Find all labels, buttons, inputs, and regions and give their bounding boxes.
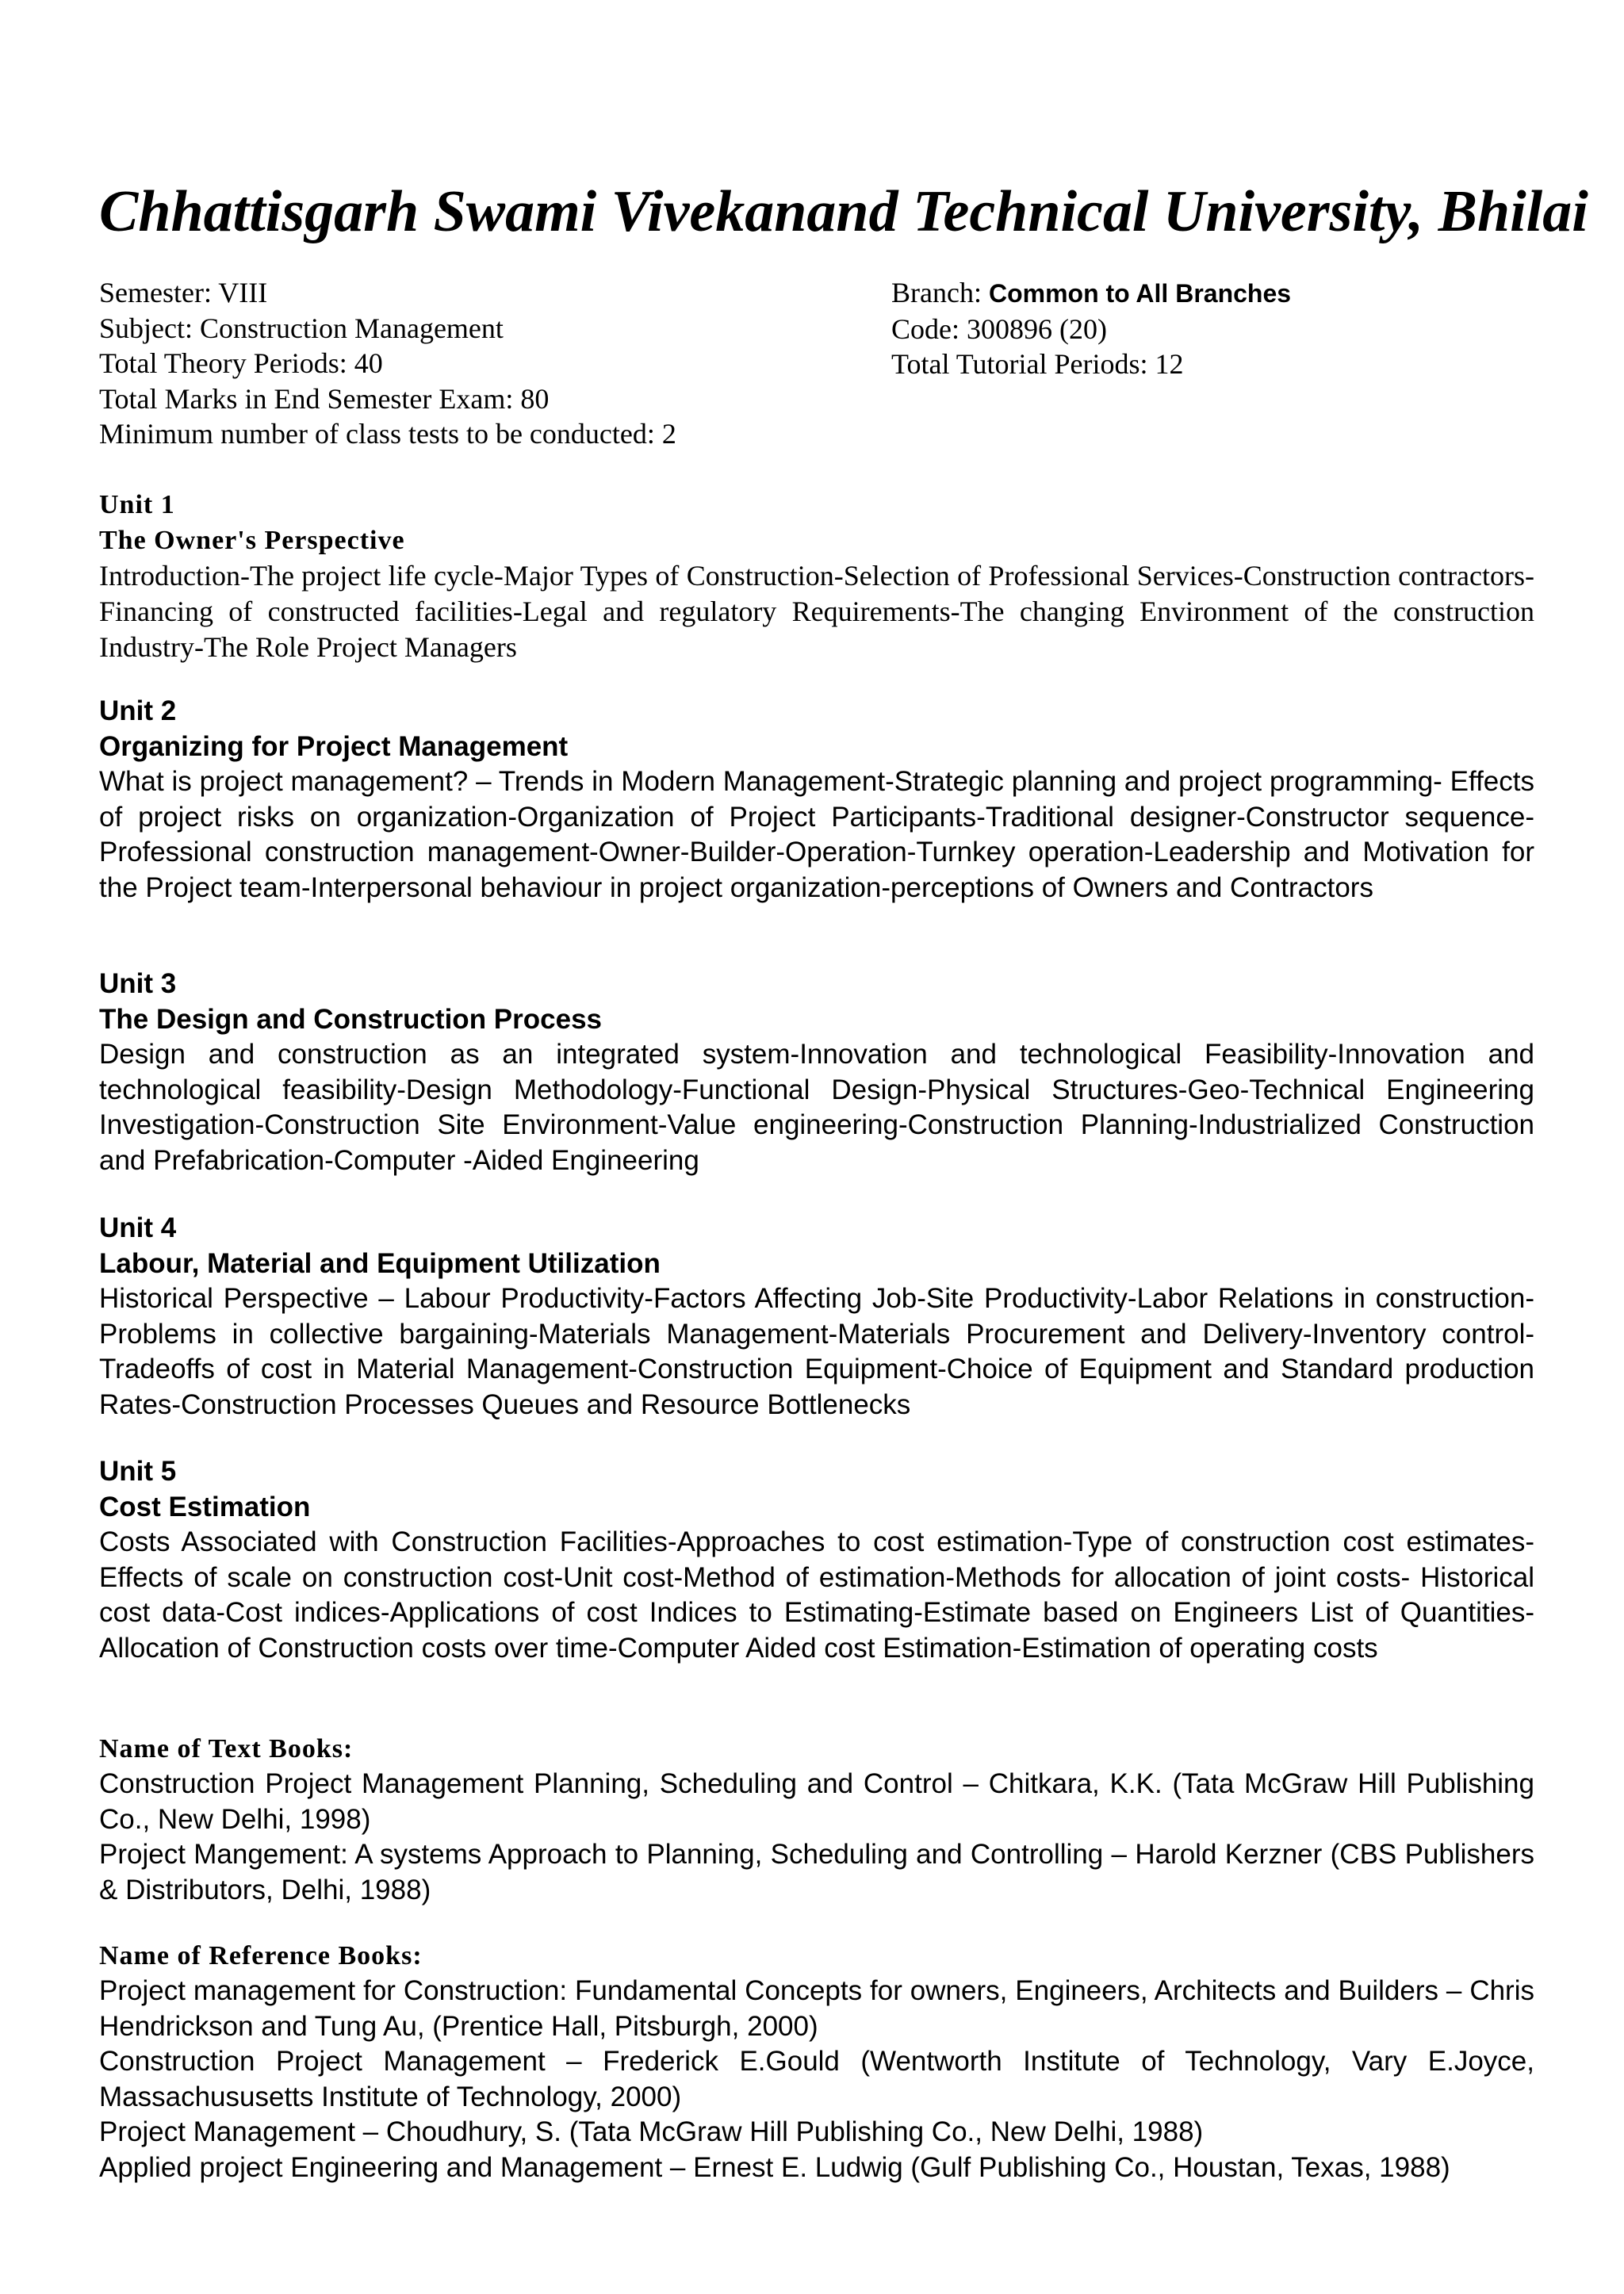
class-tests-text: Minimum number of class tests to be conducted: 2 (99, 418, 676, 450)
reference-books-heading: Name of Reference Books: (99, 1941, 423, 1970)
reference-book-item: Construction Project Management – Frederick E.Gould (Wentworth Institute of Technology, Vary E.Joyce, Massachususetts Institute of Technology, 2000) (99, 2046, 1534, 2112)
unit-1-section (99, 487, 1534, 665)
unit-content: Introduction-The project life cycle-Major Types of Construction-Selection of Professional Services-Construction contractors-Financing of constructed facilities-Legal and regulatory Requirements-The changing Environment of the construction Industry-The Role Project Managers (99, 560, 1534, 663)
unit-content: Costs Associated with Construction Facilities-Approaches to cost estimation-Type of construction cost estimates- Effects of scale on construction cost-Unit cost-Method of estimation-Methods for allocation of joint costs- Historical cost data-Cost indices-Applications of cost Indices to Estimating-Estimate based on Engineers List of Quantities-Allocation of Construction costs over time-Computer Aided cost Estimation-Estimation of operating costs (99, 1526, 1534, 1664)
course-info-right (891, 275, 1291, 382)
unit-4-section (99, 1210, 1534, 1423)
unit-2-section (99, 693, 1534, 906)
subject-text: Subject: Construction Management (99, 312, 504, 344)
branch-value: Common to All Branches (988, 279, 1292, 308)
unit-label: Unit 4 (99, 1212, 177, 1243)
unit-content: Design and construction as an integrated system-Innovation and technological Feasibility-Innovation and technological feasibility-Design Methodology-Functional Design-Physical Structures-Geo-Technical Engineering Investigation-Construction Site Environment-Value engineering-Construction Planning-Industrialized Construction and Prefabrication-Computer -Aided Engineering (99, 1039, 1534, 1176)
branch-text (891, 275, 1291, 312)
total-marks-text: Total Marks in End Semester Exam: 80 (99, 382, 550, 415)
unit-title: Organizing for Project Management (99, 731, 569, 762)
text-books-section (99, 1731, 1534, 1908)
text-book-item: Construction Project Management Planning, Scheduling and Control – Chitkara, K.K. (Tata McGraw Hill Publishing Co., New Delhi, 1998) (99, 1768, 1534, 1835)
theory-periods-text: Total Theory Periods: 40 (99, 347, 383, 379)
unit-title: Labour, Material and Equipment Utilization (99, 1248, 661, 1279)
unit-title: Cost Estimation (99, 1492, 311, 1522)
unit-title: The Owner's Perspective (99, 526, 405, 555)
unit-5-section (99, 1453, 1534, 1666)
unit-label: Unit 1 (99, 490, 175, 519)
tutorial-periods-text: Total Tutorial Periods: 12 (891, 348, 1184, 380)
unit-3-section (99, 966, 1534, 1178)
unit-label: Unit 3 (99, 968, 177, 999)
code-text: Code: 300896 (20) (891, 312, 1107, 345)
unit-content: Historical Perspective – Labour Productivity-Factors Affecting Job-Site Productivity-Labor Relations in construction-Problems in collective bargaining-Materials Management-Materials Procurement and Delivery-Inventory control-Tradeoffs of cost in Material Management-Construction Equipment-Choice of Equipment and Standard production Rates-Construction Processes Queues and Resource Bottlenecks (99, 1283, 1534, 1420)
reference-book-item: Project Management – Choudhury, S. (Tata McGraw Hill Publishing Co., New Delhi, 1988) (99, 2116, 1204, 2147)
branch-label: Branch: (891, 277, 989, 308)
unit-label: Unit 5 (99, 1456, 177, 1487)
text-book-item: Project Mangement: A systems Approach to Planning, Scheduling and Controlling – Harold Kerzner (CBS Publishers & Distributors, Delhi, 1988) (99, 1839, 1534, 1905)
semester-text: Semester: VIII (99, 277, 268, 308)
reference-books-section (99, 1938, 1534, 2185)
unit-label: Unit 2 (99, 695, 177, 726)
course-info-left (99, 275, 676, 452)
university-title: Chhattisgarh Swami Vivekanand Technical University, Bhilai (99, 179, 1588, 244)
unit-title: The Design and Construction Process (99, 1004, 602, 1035)
text-books-heading: Name of Text Books: (99, 1734, 354, 1764)
reference-book-item: Applied project Engineering and Management – Ernest E. Ludwig (Gulf Publishing Co., Houstan, Texas, 1988) (99, 2151, 1450, 2183)
reference-book-item: Project management for Construction: Fundamental Concepts for owners, Engineers, Architects and Builders – Chris Hendrickson and Tung Au, (Prentice Hall, Pitsburgh, 2000) (99, 1975, 1534, 2042)
unit-content: What is project management? – Trends in Modern Management-Strategic planning and project programming- Effects of project risks on organization-Organization of Project Participants-Traditional designer-Constructor sequence-Professional construction management-Owner-Builder-Operation-Turnkey operation-Leadership and Motivation for the Project team-Interpersonal behaviour in project organization-perceptions of Owners and Contractors (99, 766, 1534, 903)
